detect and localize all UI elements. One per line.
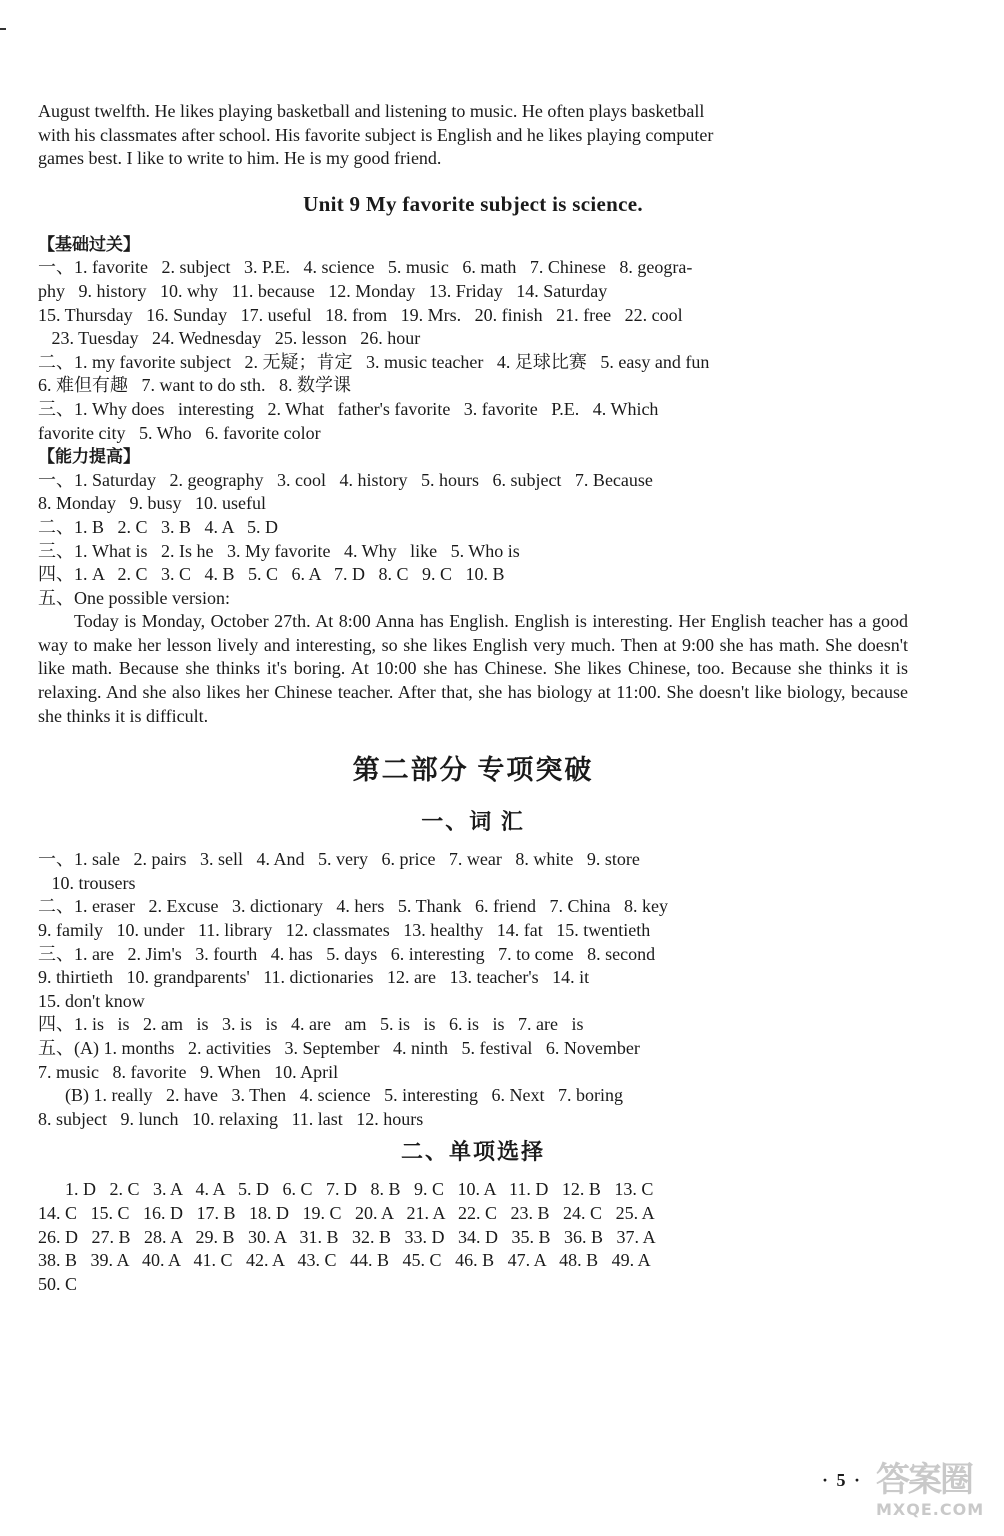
site-watermark [876, 1460, 998, 1532]
answer-line: 二、1. eraser 2. Excuse 3. dictionary 4. hers 5. Thank 6. friend 7. China 8. key [38, 896, 669, 917]
answer-line: 二、1. my favorite subject 2. 无疑；肯定 3. music teacher 4. 足球比赛 5. easy and fun [38, 351, 710, 372]
answer-line: 三、1. are 2. Jim's 3. fourth 4. has 5. days 6. interesting 7. to come 8. second [38, 943, 656, 964]
answer-line: 7. music 8. favorite 9. When 10. April [38, 1061, 339, 1082]
vocabulary-title: 一、词 汇 [421, 809, 525, 835]
answer-line: 8. subject 9. lunch 10. relaxing 11. last 12. hours [38, 1108, 424, 1129]
watermark-url-text: MXQE.COM [876, 1500, 985, 1519]
answer-line: 26. D 27. B 28. A 29. B 30. A 31. B 32. B 33. D 34. D 35. B 36. B 37. A [38, 1226, 656, 1247]
answer-page [38, 100, 908, 1296]
answer-line: 15. don't know [38, 990, 145, 1011]
advance-answers [38, 469, 908, 611]
answer-line: 一、1. Saturday 2. geography 3. cool 4. history 5. hours 6. subject 7. Because [38, 469, 653, 490]
edge-mark [0, 28, 6, 30]
answer-line: 三、1. Why does interesting 2. What father's favorite 3. favorite P.E. 4. Which [38, 398, 659, 419]
answer-line: 二、1. B 2. C 3. B 4. A 5. D [38, 516, 279, 537]
part-title: 第二部分 专项突破 [352, 755, 594, 786]
page-number: · 5 · [822, 1470, 863, 1490]
answer-line: 38. B 39. A 40. A 41. C 42. A 43. C 44. B 45. C 46. B 47. A 48. B 49. A [38, 1250, 651, 1271]
answer-line: 四、1. A 2. C 3. C 4. B 5. C 6. A 7. D 8. C 9. C 10. B [38, 564, 505, 585]
answer-line: 一、1. sale 2. pairs 3. sell 4. And 5. very 6. price 7. wear 8. white 9. store [38, 849, 640, 870]
answer-line: 23. Tuesday 24. Wednesday 25. lesson 26. hour [38, 328, 421, 349]
answer-line: 1. D 2. C 3. A 4. A 5. D 6. C 7. D 8. B 9. C 10. A 11. D 12. B 13. C [38, 1179, 654, 1200]
answer-line: 50. C [38, 1273, 78, 1294]
answer-line: 6. 难但有趣 7. want to do sth. 8. 数学课 [38, 375, 351, 396]
intro-block [38, 100, 908, 171]
answer-line: phy 9. history 10. why 11. because 12. Monday 13. Friday 14. Saturday [38, 280, 608, 301]
multiple-choice-title: 二、单项选择 [400, 1139, 545, 1165]
unit-title: Unit 9 My favorite subject is science. [303, 191, 643, 216]
basic-section-label: 【基础过关】 [38, 234, 140, 254]
answer-line: 五、One possible version: [38, 587, 230, 608]
answer-line: 9. thirtieth 10. grandparents' 11. dictionaries 12. are 13. teacher's 14. it [38, 967, 590, 988]
answer-line: 四、1. is is 2. am is 3. is is 4. are am 5. is is 6. is is 7. are is [38, 1014, 584, 1035]
answer-line: 五、(A) 1. months 2. activities 3. September 4. ninth 5. festival 6. November [38, 1038, 640, 1058]
answer-line: 三、1. What is 2. Is he 3. My favorite 4. Why like 5. Who is [38, 540, 520, 561]
answer-line: 15. Thursday 16. Sunday 17. useful 18. from 19. Mrs. 20. finish 21. free 22. cool [38, 304, 683, 325]
answer-line: 10. trousers [38, 872, 136, 893]
sample-essay: Today is Monday, October 27th. At 8:00 Anna has English. English is interesting. Her English teacher has a good way to make her lesson lively and interesting, so she likes English very much. Then at 9:00 she has math. She doesn't like math. Because she thinks it's boring. At 10:00 she has Chinese. She likes Chinese, too. Because she thinks it is relaxing. And she also likes her Chinese teacher. After that, she has biology at 11:00. She doesn't like biology, because she thinks it is difficult. [38, 611, 908, 726]
vocabulary-answers [38, 848, 908, 1131]
answer-line: 9. family 10. under 11. library 12. classmates 13. healthy 14. fat 15. twentieth [38, 920, 651, 941]
basic-answers [38, 256, 908, 445]
advance-section-label: 【能力提高】 [38, 447, 140, 467]
intro-line: with his classmates after school. His favorite subject is English and he likes playing computer [38, 124, 714, 145]
watermark-logo-text: 答案圈 [876, 1460, 972, 1500]
answer-line: (B) 1. really 2. have 3. Then 4. science 5. interesting 6. Next 7. boring [38, 1085, 624, 1106]
intro-line: August twelfth. He likes playing basketball and listening to music. He often plays basketball [38, 101, 705, 121]
answer-line: 14. C 15. C 16. D 17. B 18. D 19. C 20. A 21. A 22. C 23. B 24. C 25. A [38, 1202, 655, 1223]
answer-line: 8. Monday 9. busy 10. useful [38, 493, 266, 514]
multiple-choice-answers [38, 1178, 908, 1296]
intro-line: games best. I like to write to him. He is my good friend. [38, 148, 442, 169]
answer-line: favorite city 5. Who 6. favorite color [38, 422, 321, 443]
answer-line: 一、1. favorite 2. subject 3. P.E. 4. science 5. music 6. math 7. Chinese 8. geogra- [38, 257, 693, 278]
